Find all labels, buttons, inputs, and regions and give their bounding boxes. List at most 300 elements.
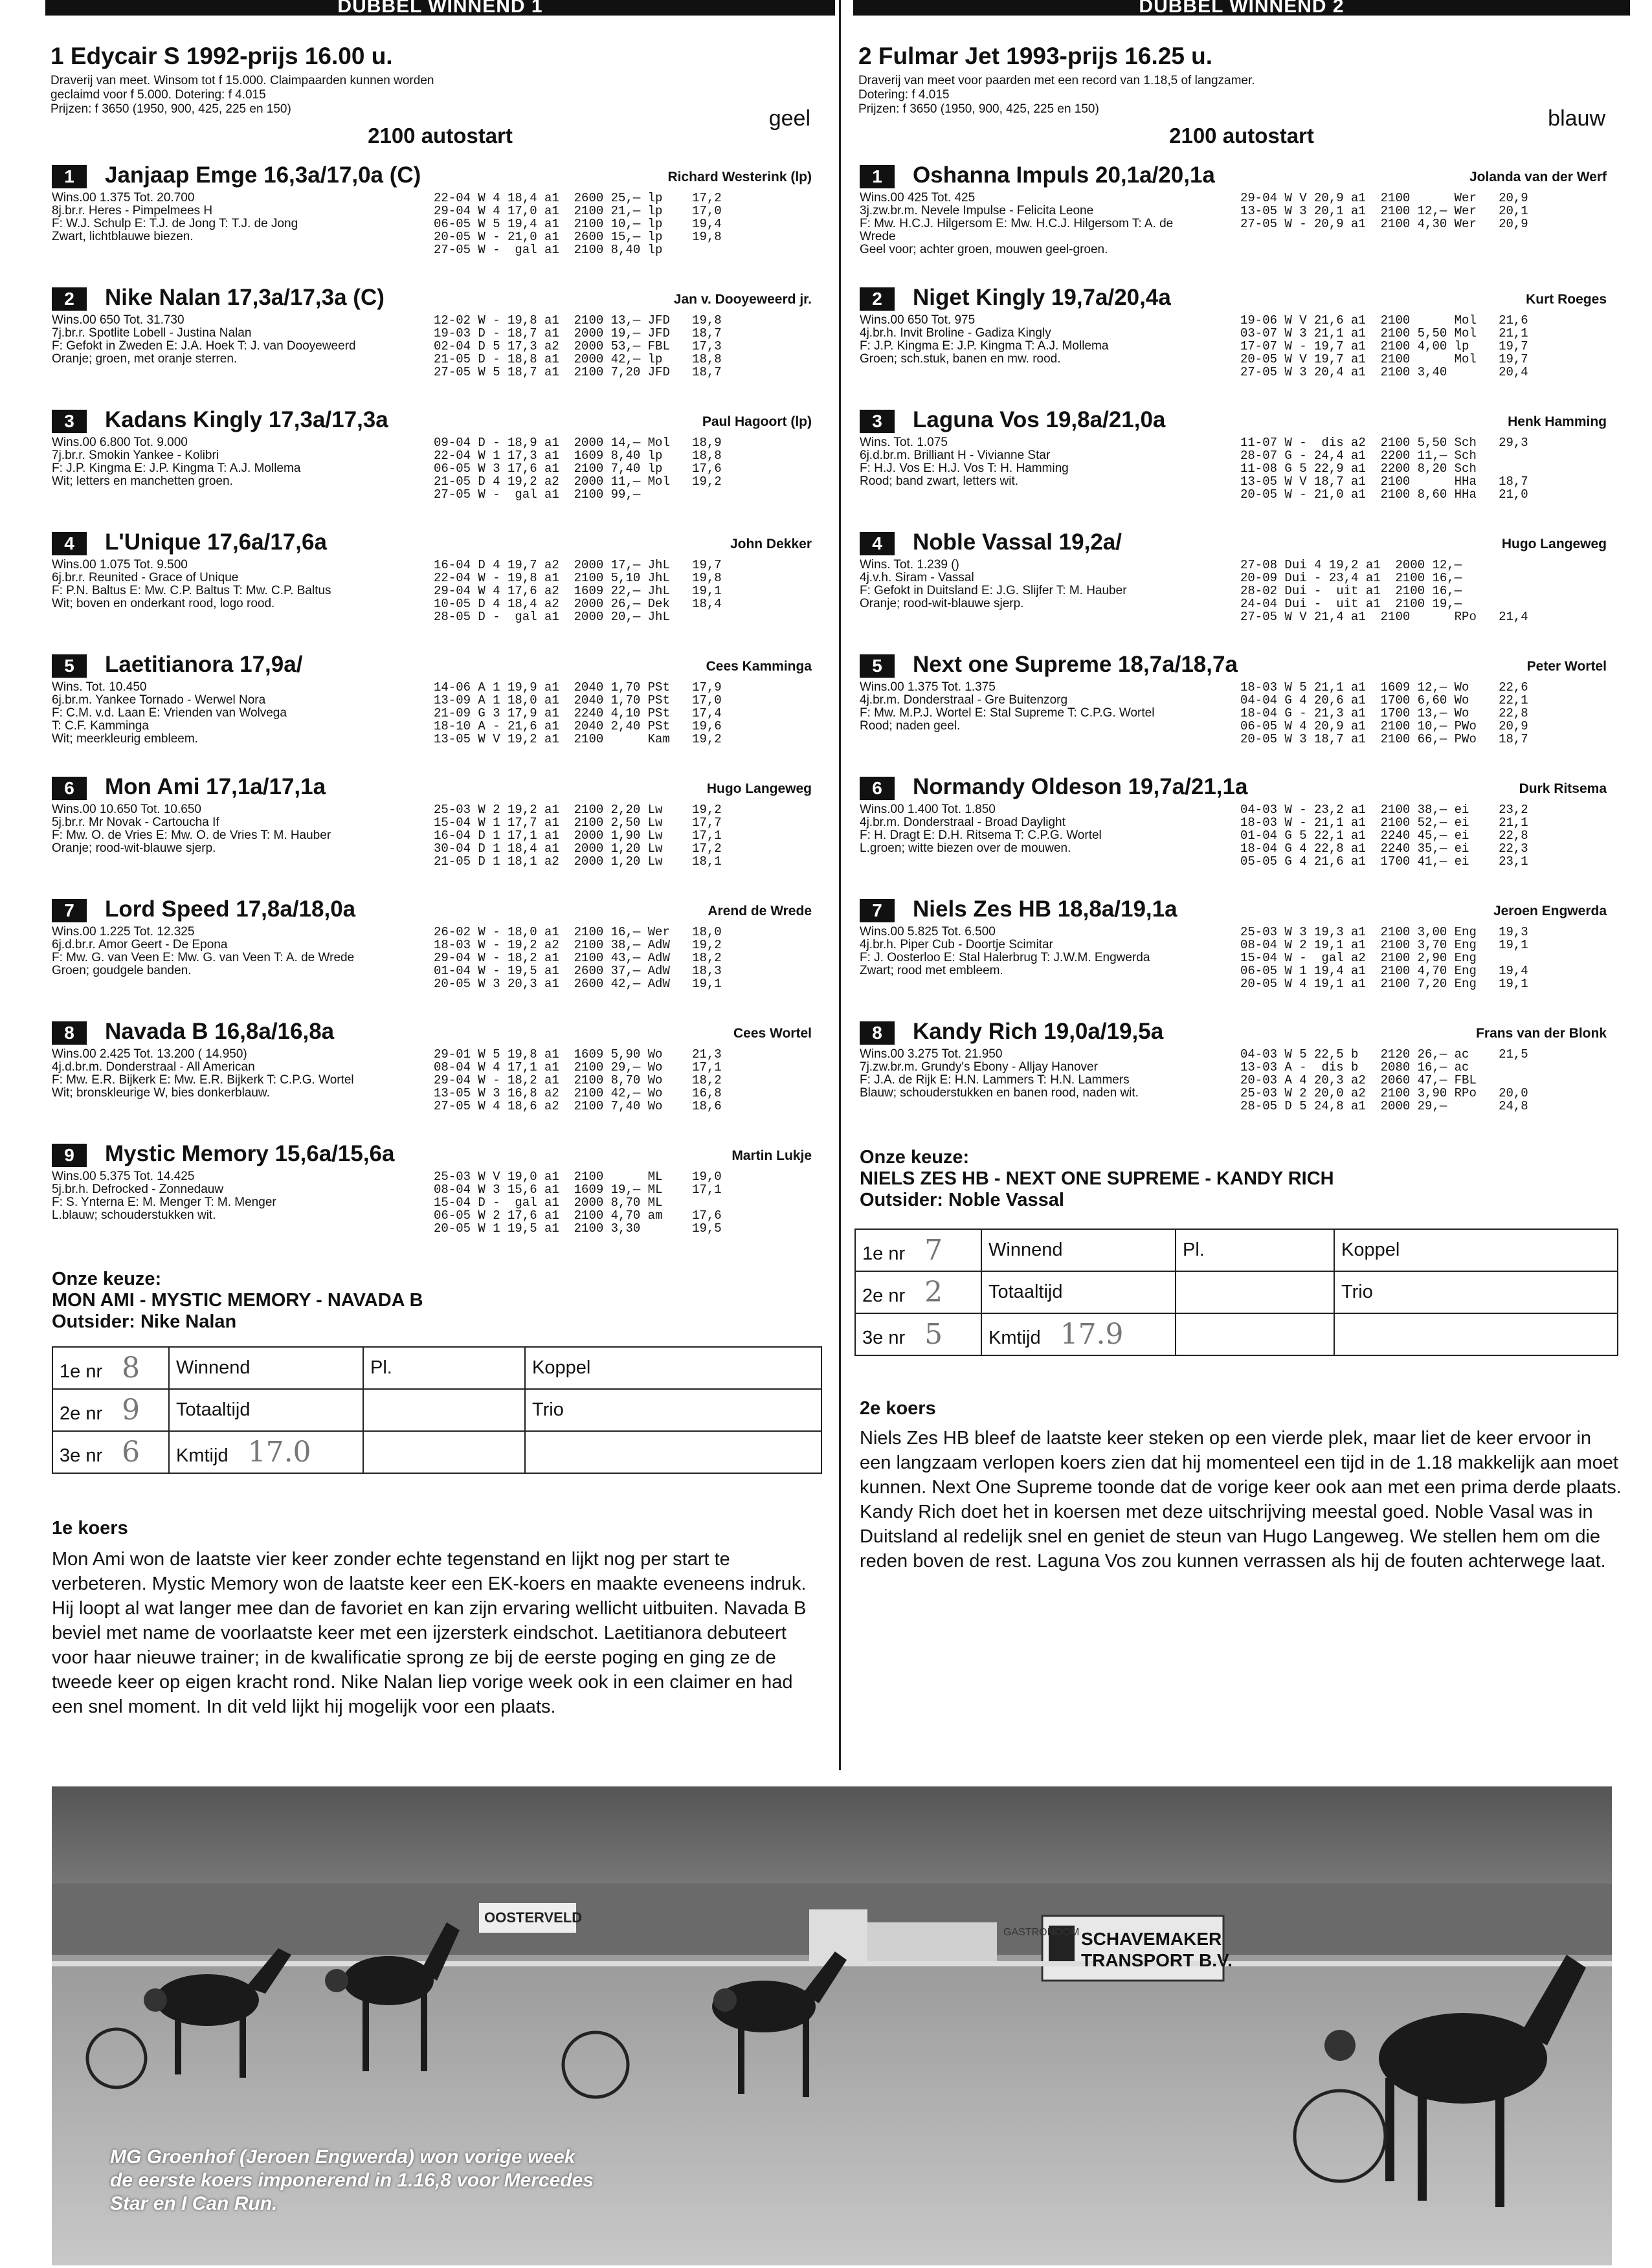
horse-driver: Jan v. Dooyeweerd jr. [673, 292, 812, 307]
horse-driver: Frans van der Blonk [1476, 1026, 1607, 1041]
result-row: 06-05 W 2 17,6 a1 2100 4,70 am 17,6 [434, 1208, 722, 1223]
form-cell-pl[interactable] [363, 1389, 525, 1431]
result-row: 21-05 D 4 19,2 a2 2000 11,— Mol 19,2 [434, 474, 722, 489]
horse-info-line: F: W.J. Schulp E: T.J. de Jong T: T.J. de Jong [52, 217, 298, 230]
result-row: 24-04 Dui - uit a1 2100 19,— [1240, 597, 1462, 611]
choice-outsider: Outsider: Nike Nalan [52, 1311, 237, 1332]
horse-results [434, 559, 722, 623]
horse-info-line: F: C.M. v.d. Laan E: Vrienden van Wolvega [52, 707, 287, 720]
horse-info-line: 4j.br.m. Donderstraal - Gre Buitenzorg [860, 694, 1068, 707]
horse-info-line: F: J.P. Kingma E: J.P. Kingma T: A.J. Mollema [52, 462, 301, 475]
horse-driver: Arend de Wrede [708, 904, 812, 918]
form-cell-pl[interactable] [363, 1431, 525, 1473]
result-row: 03-07 W 3 21,1 a1 2100 5,50 Mol 21,1 [1240, 326, 1528, 340]
caption-line: MG Groenhof (Jeroen Engwerda) won vorige week [110, 2146, 575, 2168]
result-row: 28-05 D - gal a1 2000 20,— JhL [434, 610, 670, 624]
horse-info-line: 8j.br.r. Heres - Pimpelmees H [52, 205, 213, 217]
horse-results [1240, 314, 1528, 379]
result-row: 28-02 Dui - uit a1 2100 16,— [1240, 584, 1462, 598]
horse-name: L'Unique 17,6a/17,6a [105, 529, 327, 555]
result-row: 27-05 W 4 18,6 a2 2100 7,40 Wo 18,6 [434, 1099, 722, 1113]
form-label: Winnend [176, 1357, 251, 1378]
horse-info-line: Wins. Tot. 1.075 [860, 436, 948, 449]
result-row: 16-04 D 4 19,7 a2 2000 17,— JhL 19,7 [434, 558, 722, 572]
horse-driver: Richard Westerink (lp) [667, 170, 812, 184]
horse-info-line: Blauw; schouderstukken en banen rood, naden wit. [860, 1087, 1139, 1100]
horse-info-line: F: J. Oosterloo E: Stal Halerbrug T: J.W.M. Engwerda [860, 951, 1150, 964]
result-row: 06-05 W 1 19,4 a1 2100 4,70 Eng 19,4 [1240, 964, 1528, 978]
horse-info-line: Wins.00 5.825 Tot. 6.500 [860, 926, 996, 939]
caption-line: Star en I Can Run. [110, 2193, 278, 2214]
horse-number-badge: 8 [860, 1021, 895, 1045]
horse-driver: Hugo Langeweg [1501, 537, 1607, 551]
horse-info-line: Wins.00 1.400 Tot. 1.850 [860, 803, 996, 816]
horse-info-line: Groen; goudgele banden. [52, 964, 192, 977]
prediction-form [52, 1346, 822, 1474]
form-row [52, 1389, 821, 1431]
form-cell-nr [52, 1389, 169, 1431]
commentary-text: Mon Ami won de laatste vier keer zonder echte tegenstand en lijkt nog per start te verbeteren. Mystic Memory won de laatste keer een EK-koers en maakte eveneens indruk. Hij loopt al wat langer mee dan de favoriet en kan zijn ervaring wellicht uitbuiten. Navada B beviel met name de voorlaatste keer met een ijzersterk eindschot. Laetitianora debuteert voor haar nieuwe trainer; in de kwalificatie sprong ze bij de eerste poging en ging ze de tweede keer op eigen kracht rond. Nike Nalan liep vorige week ook in een claimer en had een snel moment. In dit veld lijkt hij mogelijk voor een plaats. [52, 1549, 807, 1717]
result-row: 18-03 W - 21,1 a1 2100 52,— ei 21,1 [1240, 816, 1528, 830]
horse-name: Lord Speed 17,8a/18,0a [105, 896, 356, 922]
horse-name: Laguna Vos 19,8a/21,0a [913, 407, 1166, 432]
form-label: Totaaltijd [988, 1282, 1063, 1302]
horse-info-line: F: J.A. de Rijk E: H.N. Lammers T: H.N. Lammers [860, 1074, 1130, 1087]
horse-info-line: Wins.00 650 Tot. 975 [860, 314, 976, 327]
horse-info [52, 681, 466, 746]
result-row: 04-04 G 4 20,6 a1 1700 6,60 Wo 22,1 [1240, 693, 1528, 707]
result-row: 20-05 W 3 18,7 a1 2100 66,— PWo 18,7 [1240, 732, 1528, 746]
race-conditions [50, 74, 581, 117]
our-choice [52, 1269, 423, 1333]
horse-name: Niels Zes HB 18,8a/19,1a [913, 896, 1178, 922]
horse-results [1240, 926, 1528, 990]
horse-entry [45, 508, 835, 630]
horse-entry [853, 753, 1630, 875]
horse-number-badge: 1 [860, 165, 895, 188]
result-row: 29-04 W - 18,2 a1 2100 8,70 Wo 18,2 [434, 1073, 722, 1087]
horse-info-line: F: Mw. H.C.J. Hilgersom E: Mw. H.C.J. Hilgersom T: A. de [860, 217, 1174, 230]
horse-info-line: F: Mw. O. de Vries E: Mw. O. de Vries T: M. Hauber [52, 829, 331, 842]
horse-name: Mystic Memory 15,6a/15,6a [105, 1141, 395, 1166]
horse-info-line: Groen; sch.stuk, banen en mw. rood. [860, 353, 1061, 366]
horse-info-line: Wins.00 1.375 Tot. 20.700 [52, 192, 195, 205]
form-cell-nr [52, 1431, 169, 1473]
horse-results [434, 314, 722, 379]
horse-driver: Martin Lukje [731, 1148, 812, 1163]
horse-info [860, 314, 1274, 366]
horse-name: Nike Nalan 17,3a/17,3a (C) [105, 285, 385, 310]
horse-info [860, 192, 1274, 256]
horse-entry [45, 386, 835, 508]
horse-number-badge: 5 [52, 654, 87, 678]
result-row: 05-05 G 4 21,6 a1 1700 41,— ei 23,1 [1240, 854, 1528, 869]
form-nr-label: 3e nr [862, 1328, 906, 1348]
horse-entry [45, 997, 835, 1120]
sign-gastronoom: GASTRONOOM [1003, 1927, 1080, 1938]
horse-driver: Cees Kamminga [706, 659, 812, 674]
result-row: 11-07 W - dis a2 2100 5,50 Sch 29,3 [1240, 436, 1528, 450]
horse-results [1240, 192, 1528, 230]
result-row: 15-04 D - gal a1 2000 8,70 ML [434, 1195, 663, 1210]
horse-list [45, 141, 835, 1242]
horse-info-line: T: C.F. Kamminga [52, 720, 149, 733]
result-row: 27-08 Dui 4 19,2 a1 2000 12,— [1240, 558, 1462, 572]
result-row: 21-05 D - 18,8 a1 2000 42,— lp 18,8 [434, 352, 722, 366]
horse-info-line: 3j.zw.br.m. Nevele Impulse - Felicita Leone [860, 205, 1094, 217]
form-cell-nr [855, 1271, 981, 1313]
result-row: 13-05 W 3 20,1 a1 2100 12,— Wer 20,1 [1240, 204, 1528, 218]
handwritten-number: 7 [924, 1234, 943, 1267]
handwritten-number: 2 [924, 1276, 943, 1309]
handwritten-number: 5 [924, 1318, 943, 1351]
horse-info-line: 6j.d.br.r. Amor Geert - De Epona [52, 939, 228, 951]
horse-info [860, 436, 1274, 488]
race-header [45, 16, 835, 157]
horse-info-line: F: Mw. G. van Veen E: Mw. G. van Veen T: A. de Wrede [52, 951, 355, 964]
result-row: 01-04 W - 19,5 a1 2600 37,— AdW 18,3 [434, 964, 722, 978]
result-row: 28-05 D 5 24,8 a1 2000 29,— 24,8 [1240, 1099, 1528, 1113]
horse-info-line: Wit; letters en manchetten groen. [52, 475, 233, 488]
result-row: 22-04 W 1 17,3 a1 1609 8,40 lp 18,8 [434, 449, 722, 463]
horse-name: Janjaap Emge 16,3a/17,0a (C) [105, 162, 421, 188]
form-nr-label: 1e nr [60, 1361, 103, 1382]
race-condition-line: Draverij van meet. Winsom tot f 15.000. Claimpaarden kunnen worden [50, 74, 434, 87]
horse-info-line: Wins.00 650 Tot. 31.730 [52, 314, 184, 327]
horse-info [52, 192, 466, 243]
horse-info-line: F: Mw. E.R. Bijkerk E: Mw. E.R. Bijkerk T: C.P.G. Wortel [52, 1074, 354, 1087]
sign-oosterveld: OOSTERVELD [484, 1909, 583, 1926]
horse-entry [853, 630, 1630, 753]
result-row: 12-02 W - 19,8 a1 2100 13,— JFD 19,8 [434, 313, 722, 328]
horse-entry [853, 997, 1630, 1120]
horse-results [1240, 436, 1528, 501]
race-title: 1 Edycair S 1992-prijs 16.00 u. [50, 43, 393, 69]
result-row: 11-08 G 5 22,9 a1 2200 8,20 Sch [1240, 461, 1477, 476]
result-row: 29-01 W 5 19,8 a1 1609 5,90 Wo 21,3 [434, 1047, 722, 1062]
result-row: 20-09 Dui - 23,4 a1 2100 16,— [1240, 571, 1462, 585]
result-row: 29-04 W 4 17,0 a1 2100 21,— lp 17,0 [434, 204, 722, 218]
horse-info [860, 681, 1274, 733]
handwritten-number: 6 [122, 1436, 140, 1469]
horse-driver: Peter Wortel [1526, 659, 1607, 674]
result-row: 04-03 W - 23,2 a1 2100 38,— ei 23,2 [1240, 803, 1528, 817]
horse-entry [45, 263, 835, 386]
horse-info [52, 1170, 466, 1222]
horse-info-line: 7j.zw.br.m. Grundy's Ebony - Alljay Hanover [860, 1061, 1098, 1074]
form-cell-extra[interactable]: Koppel [525, 1347, 821, 1389]
result-row: 18-03 W 5 21,1 a1 1609 12,— Wo 22,6 [1240, 680, 1528, 695]
handwritten-number: 9 [122, 1394, 140, 1427]
result-row: 20-05 W 1 19,5 a1 2100 3,30 19,5 [434, 1221, 722, 1236]
horse-info-line: F: P.N. Baltus E: Mw. C.P. Baltus T: Mw. C.P. Baltus [52, 584, 331, 597]
form-row [855, 1313, 1618, 1355]
horse-number-badge: 5 [860, 654, 895, 678]
sign-schavemaker: SCHAVEMAKER [1081, 1929, 1222, 1949]
horse-info-line: Wins.00 10.650 Tot. 10.650 [52, 803, 201, 816]
form-cell-label [981, 1313, 1176, 1355]
horse-name: Oshanna Impuls 20,1a/20,1a [913, 162, 1215, 188]
horse-info-line: F: Gefokt in Zweden E: J.A. Hoek T: J. van Dooyeweerd [52, 340, 356, 353]
horse-info-line: Oranje; groen, met oranje sterren. [52, 353, 238, 366]
race-color: geel [768, 106, 810, 131]
horse-info-line: Wins.00 425 Tot. 425 [860, 192, 976, 205]
horse-number-badge: 6 [860, 777, 895, 800]
horse-number-badge: 4 [52, 532, 87, 555]
horse-info [52, 926, 466, 977]
horse-results [434, 681, 722, 746]
form-cell-pl[interactable] [1176, 1271, 1334, 1313]
horse-entry [45, 875, 835, 997]
result-row: 27-05 W - gal a1 2100 8,40 lp [434, 243, 663, 257]
horse-results [434, 436, 722, 501]
race-column-2 [853, 0, 1630, 1773]
section-banner: DUBBEL WINNEND 1 [45, 0, 835, 16]
horse-info-line: Zwart; rood met embleem. [860, 964, 1003, 977]
horse-entry [853, 508, 1630, 630]
result-row: 29-04 W 4 17,6 a2 1609 22,— JhL 19,1 [434, 584, 722, 598]
result-row: 13-09 A 1 18,0 a1 2040 1,70 PSt 17,0 [434, 693, 722, 707]
horse-driver: Jolanda van der Werf [1469, 170, 1607, 184]
result-row: 08-04 W 4 17,1 a1 2100 29,— Wo 17,1 [434, 1060, 722, 1074]
form-nr-label: 3e nr [60, 1445, 103, 1466]
horse-info-line: Oranje; rood-wit-blauwe sjerp. [52, 842, 216, 855]
prediction-form [854, 1228, 1618, 1356]
horse-info-line: 4j.v.h. Siram - Vassal [860, 572, 974, 584]
horse-info-line: Wins.00 3.275 Tot. 21.950 [860, 1048, 1003, 1061]
result-row: 26-02 W - 18,0 a1 2100 16,— Wer 18,0 [434, 925, 722, 939]
result-row: 29-04 W V 20,9 a1 2100 Wer 20,9 [1240, 191, 1528, 205]
race-header [853, 16, 1630, 157]
form-cell-extra[interactable] [1334, 1313, 1618, 1355]
column-divider [839, 0, 841, 1770]
choice-heading: Onze keuze: [52, 1269, 162, 1289]
race-condition-line: Prijzen: f 3650 (1950, 900, 425, 225 en 150) [858, 102, 1099, 116]
caption-line: de eerste koers imponerend in 1.16,8 voor Mercedes [110, 2170, 594, 2191]
horse-results [1240, 559, 1528, 623]
handwritten-time: 17.0 [247, 1436, 311, 1469]
result-row: 17-07 W - 19,7 a1 2100 4,00 lp 19,7 [1240, 339, 1528, 353]
result-row: 13-03 A - dis b 2080 16,— ac [1240, 1060, 1469, 1074]
horse-info-line: 7j.br.r. Smokin Yankee - Kolibri [52, 449, 219, 462]
horse-list [853, 141, 1630, 1120]
horse-info [860, 1048, 1274, 1100]
horse-info-line: 7j.br.r. Spotlite Lobell - Justina Nalan [52, 327, 252, 340]
horse-results [434, 926, 722, 990]
commentary-heading: 2e koers [860, 1398, 936, 1419]
form-cell-extra[interactable]: Trio [1334, 1271, 1618, 1313]
result-row: 29-04 W - 18,2 a1 2100 43,— AdW 18,2 [434, 951, 722, 965]
form-cell-nr [855, 1229, 981, 1271]
horse-number-badge: 4 [860, 532, 895, 555]
choice-picks: NIELS ZES HB - NEXT ONE SUPREME - KANDY RICH [860, 1168, 1334, 1189]
result-row: 22-04 W 4 18,4 a1 2600 25,— lp 17,2 [434, 191, 722, 205]
horse-name: Laetitianora 17,9a/ [105, 652, 303, 677]
race-condition-line: Dotering: f 4.015 [858, 88, 950, 102]
horse-results [1240, 681, 1528, 746]
sign-transport: TRANSPORT B.V. [1081, 1950, 1233, 1970]
horse-info [52, 559, 466, 610]
result-row: 06-05 W 3 17,6 a1 2100 7,40 lp 17,6 [434, 461, 722, 476]
horse-info-line: 4j.br.h. Invit Broline - Gadiza Kingly [860, 327, 1051, 340]
form-row [52, 1431, 821, 1473]
race-condition-line: Draverij van meet voor paarden met een record van 1.18,5 of langzamer. [858, 74, 1255, 87]
horse-driver: Durk Ritsema [1519, 781, 1607, 796]
race-condition-line: geclaimd voor f 5.000. Dotering: f 4.015 [50, 88, 266, 102]
result-row: 10-05 D 4 18,4 a2 2000 26,— Dek 18,4 [434, 597, 722, 611]
horse-driver: Paul Hagoort (lp) [702, 414, 812, 429]
result-row: 27-05 W - gal a1 2100 99,— [434, 487, 641, 502]
horse-info-line: L.groen; witte biezen over de mouwen. [860, 842, 1071, 855]
result-row: 15-04 W 1 17,7 a1 2100 2,50 Lw 17,7 [434, 816, 722, 830]
horse-driver: John Dekker [730, 537, 812, 551]
result-row: 25-03 W V 19,0 a1 2100 ML 19,0 [434, 1170, 722, 1184]
horse-name: Noble Vassal 19,2a/ [913, 529, 1122, 555]
horse-info-line: Wins.00 1.075 Tot. 9.500 [52, 559, 188, 572]
horse-entry [45, 141, 835, 263]
horse-info-line: Wins.00 6.800 Tot. 9.000 [52, 436, 188, 449]
result-row: 25-03 W 3 19,3 a1 2100 3,00 Eng 19,3 [1240, 925, 1528, 939]
horse-info-line: 5j.br.r. Mr Novak - Cartoucha If [52, 816, 219, 829]
horse-info [52, 803, 466, 855]
horse-info-line: Wrede [860, 230, 896, 243]
form-cell-pl[interactable]: Pl. [1176, 1229, 1334, 1271]
result-row: 20-03 A 4 20,3 a2 2060 47,— FBL [1240, 1073, 1477, 1087]
result-row: 04-03 W 5 22,5 b 2120 26,— ac 21,5 [1240, 1047, 1528, 1062]
horse-info [860, 803, 1274, 855]
form-label: Winnend [988, 1240, 1063, 1260]
horse-info-line: Wit; boven en onderkant rood, logo rood. [52, 597, 275, 610]
commentary-heading: 1e koers [52, 1518, 128, 1539]
horse-name: Kadans Kingly 17,3a/17,3a [105, 407, 388, 432]
horse-info-line: Wins. Tot. 1.239 () [860, 559, 959, 572]
result-row: 19-03 D - 18,7 a1 2000 19,— JFD 18,7 [434, 326, 722, 340]
horse-results [434, 1170, 722, 1235]
form-cell-label [981, 1229, 1176, 1271]
form-nr-label: 2e nr [60, 1403, 103, 1424]
result-row: 28-07 G - 24,4 a1 2200 11,— Sch [1240, 449, 1477, 463]
horse-entry [853, 141, 1630, 263]
horse-driver: Jeroen Engwerda [1493, 904, 1607, 918]
result-row: 15-04 W - gal a2 2100 2,90 Eng [1240, 951, 1477, 965]
result-row: 14-06 A 1 19,9 a1 2040 1,70 PSt 17,9 [434, 680, 722, 695]
form-cell-extra[interactable] [525, 1431, 821, 1473]
form-cell-label [169, 1389, 363, 1431]
result-row: 06-05 W 5 19,4 a1 2100 10,— lp 19,4 [434, 217, 722, 231]
result-row: 01-04 G 5 22,1 a1 2240 45,— ei 22,8 [1240, 828, 1528, 843]
horse-number-badge: 7 [860, 899, 895, 922]
horse-info-line: Wit; meerkleurig embleem. [52, 733, 198, 746]
horse-info [52, 314, 466, 366]
horse-driver: Hugo Langeweg [706, 781, 812, 796]
horse-name: Niget Kingly 19,7a/20,4a [913, 285, 1171, 310]
horse-info-line: Wins.00 1.375 Tot. 1.375 [860, 681, 996, 694]
result-row: 20-05 W 4 19,1 a1 2100 7,20 Eng 19,1 [1240, 977, 1528, 991]
commentary-text: Niels Zes HB bleef de laatste keer steken op een vierde plek, maar liet de keer ervoor in een langzaam verlopen koers zien dat hij momenteel een tijd in de 1.18 makkelijk aan moet kunnen. Next One Supreme toonde dat de vorige keer ook aan met een prima derde plaats. Kandy Rich doet het in koersen met deze uitschrijving meestal goed. Noble Vasal was in Duitsland al redelijk snel en geniet de steun van Hugo Langeweg. We stellen hem om die reden boven de rest. Laguna Vos zou kunnen verrassen als hij de fouten achterwege laat. [860, 1428, 1622, 1572]
race-condition-line: Prijzen: f 3650 (1950, 900, 425, 225 en 150) [50, 102, 291, 116]
horse-info-line: F: H.J. Vos E: H.J. Vos T: H. Hamming [860, 462, 1069, 475]
horse-number-badge: 6 [52, 777, 87, 800]
horse-driver: Kurt Roeges [1526, 292, 1607, 307]
horse-info-line: Wins.00 5.375 Tot. 14.425 [52, 1170, 195, 1183]
form-label: Totaaltijd [176, 1399, 251, 1420]
form-cell-extra[interactable]: Koppel [1334, 1229, 1618, 1271]
form-cell-pl[interactable]: Pl. [363, 1347, 525, 1389]
horse-number-badge: 7 [52, 899, 87, 922]
horse-results [434, 192, 722, 256]
result-row: 13-05 W V 19,2 a1 2100 Kam 19,2 [434, 732, 722, 746]
horse-number-badge: 8 [52, 1021, 87, 1045]
result-row: 13-05 W 3 16,8 a2 2100 42,— Wo 16,8 [434, 1086, 722, 1100]
choice-heading: Onze keuze: [860, 1147, 970, 1168]
result-row: 18-10 A - 21,6 a1 2040 2,40 PSt 19,6 [434, 719, 722, 733]
choice-picks: MON AMI - MYSTIC MEMORY - NAVADA B [52, 1290, 423, 1311]
horse-number-badge: 2 [860, 287, 895, 311]
result-row: 18-03 W - 19,2 a2 2100 38,— AdW 19,2 [434, 938, 722, 952]
horse-entry [853, 875, 1630, 997]
result-row: 02-04 D 5 17,3 a2 2000 53,— FBL 17,3 [434, 339, 722, 353]
horse-info-line: Rood; naden geel. [860, 720, 961, 733]
result-row: 27-05 W 3 20,4 a1 2100 3,40 20,4 [1240, 365, 1528, 379]
race-column-1 [45, 0, 835, 1773]
horse-info-line: Zwart, lichtblauwe biezen. [52, 230, 194, 243]
horse-results [1240, 803, 1528, 868]
result-row: 30-04 D 1 18,4 a1 2000 1,20 Lw 17,2 [434, 841, 722, 856]
horse-entry [853, 386, 1630, 508]
result-row: 20-05 W 3 20,3 a1 2600 42,— AdW 19,1 [434, 977, 722, 991]
race-start-type: 2100 autostart [1169, 124, 1314, 148]
result-row: 25-03 W 2 19,2 a1 2100 2,20 Lw 19,2 [434, 803, 722, 817]
horse-results [1240, 1048, 1528, 1113]
form-nr-label: 2e nr [862, 1285, 906, 1306]
form-cell-label [169, 1347, 363, 1389]
horse-info-line: 6j.br.m. Yankee Tornado - Werwel Nora [52, 694, 266, 707]
race-title: 2 Fulmar Jet 1993-prijs 16.25 u. [858, 43, 1213, 69]
result-row: 06-05 W 4 20,9 a1 2100 10,— PWo 20,9 [1240, 719, 1528, 733]
horse-info-line: F: Mw. M.P.J. Wortel E: Stal Supreme T: C.P.G. Wortel [860, 707, 1155, 720]
horse-info [52, 1048, 466, 1100]
form-cell-extra[interactable]: Trio [525, 1389, 821, 1431]
horse-info-line: 5j.br.h. Defrocked - Zonnedauw [52, 1183, 224, 1196]
form-cell-label [981, 1271, 1176, 1313]
result-row: 22-04 W - 19,8 a1 2100 5,10 JhL 19,8 [434, 571, 722, 585]
horse-info-line: Wins. Tot. 10.450 [52, 681, 147, 694]
form-cell-pl[interactable] [1176, 1313, 1334, 1355]
result-row: 20-05 W - 21,0 a1 2600 15,— lp 19,8 [434, 230, 722, 244]
result-row: 20-05 W V 19,7 a1 2100 Mol 19,7 [1240, 352, 1528, 366]
horse-entry [853, 263, 1630, 386]
horse-info-line: Wins.00 1.225 Tot. 12.325 [52, 926, 195, 939]
result-row: 27-05 W V 21,4 a1 2100 RPo 21,4 [1240, 610, 1528, 624]
race-color: blauw [1548, 106, 1605, 131]
form-row [855, 1229, 1618, 1271]
horse-results [434, 803, 722, 868]
form-row [855, 1271, 1618, 1313]
result-row: 27-05 W - 20,9 a1 2100 4,30 Wer 20,9 [1240, 217, 1528, 231]
horse-name: Mon Ami 17,1a/17,1a [105, 774, 326, 799]
horse-info [860, 926, 1274, 977]
horse-driver: Cees Wortel [733, 1026, 812, 1041]
horse-name: Navada B 16,8a/16,8a [105, 1019, 335, 1044]
horse-info-line: L.blauw; schouderstukken wit. [52, 1209, 216, 1222]
horse-info-line: 4j.d.br.m. Donderstraal - All American [52, 1061, 255, 1074]
choice-outsider: Outsider: Noble Vassal [860, 1190, 1064, 1210]
result-row: 25-03 W 2 20,0 a2 2100 3,90 RPo 20,0 [1240, 1086, 1528, 1100]
horse-info-line: F: Gefokt in Duitsland E: J.G. Slijfer T: M. Hauber [860, 584, 1127, 597]
result-row: 21-05 D 1 18,1 a2 2000 1,20 Lw 18,1 [434, 854, 722, 869]
horse-number-badge: 3 [52, 410, 87, 433]
form-label: Kmtijd [988, 1328, 1041, 1348]
